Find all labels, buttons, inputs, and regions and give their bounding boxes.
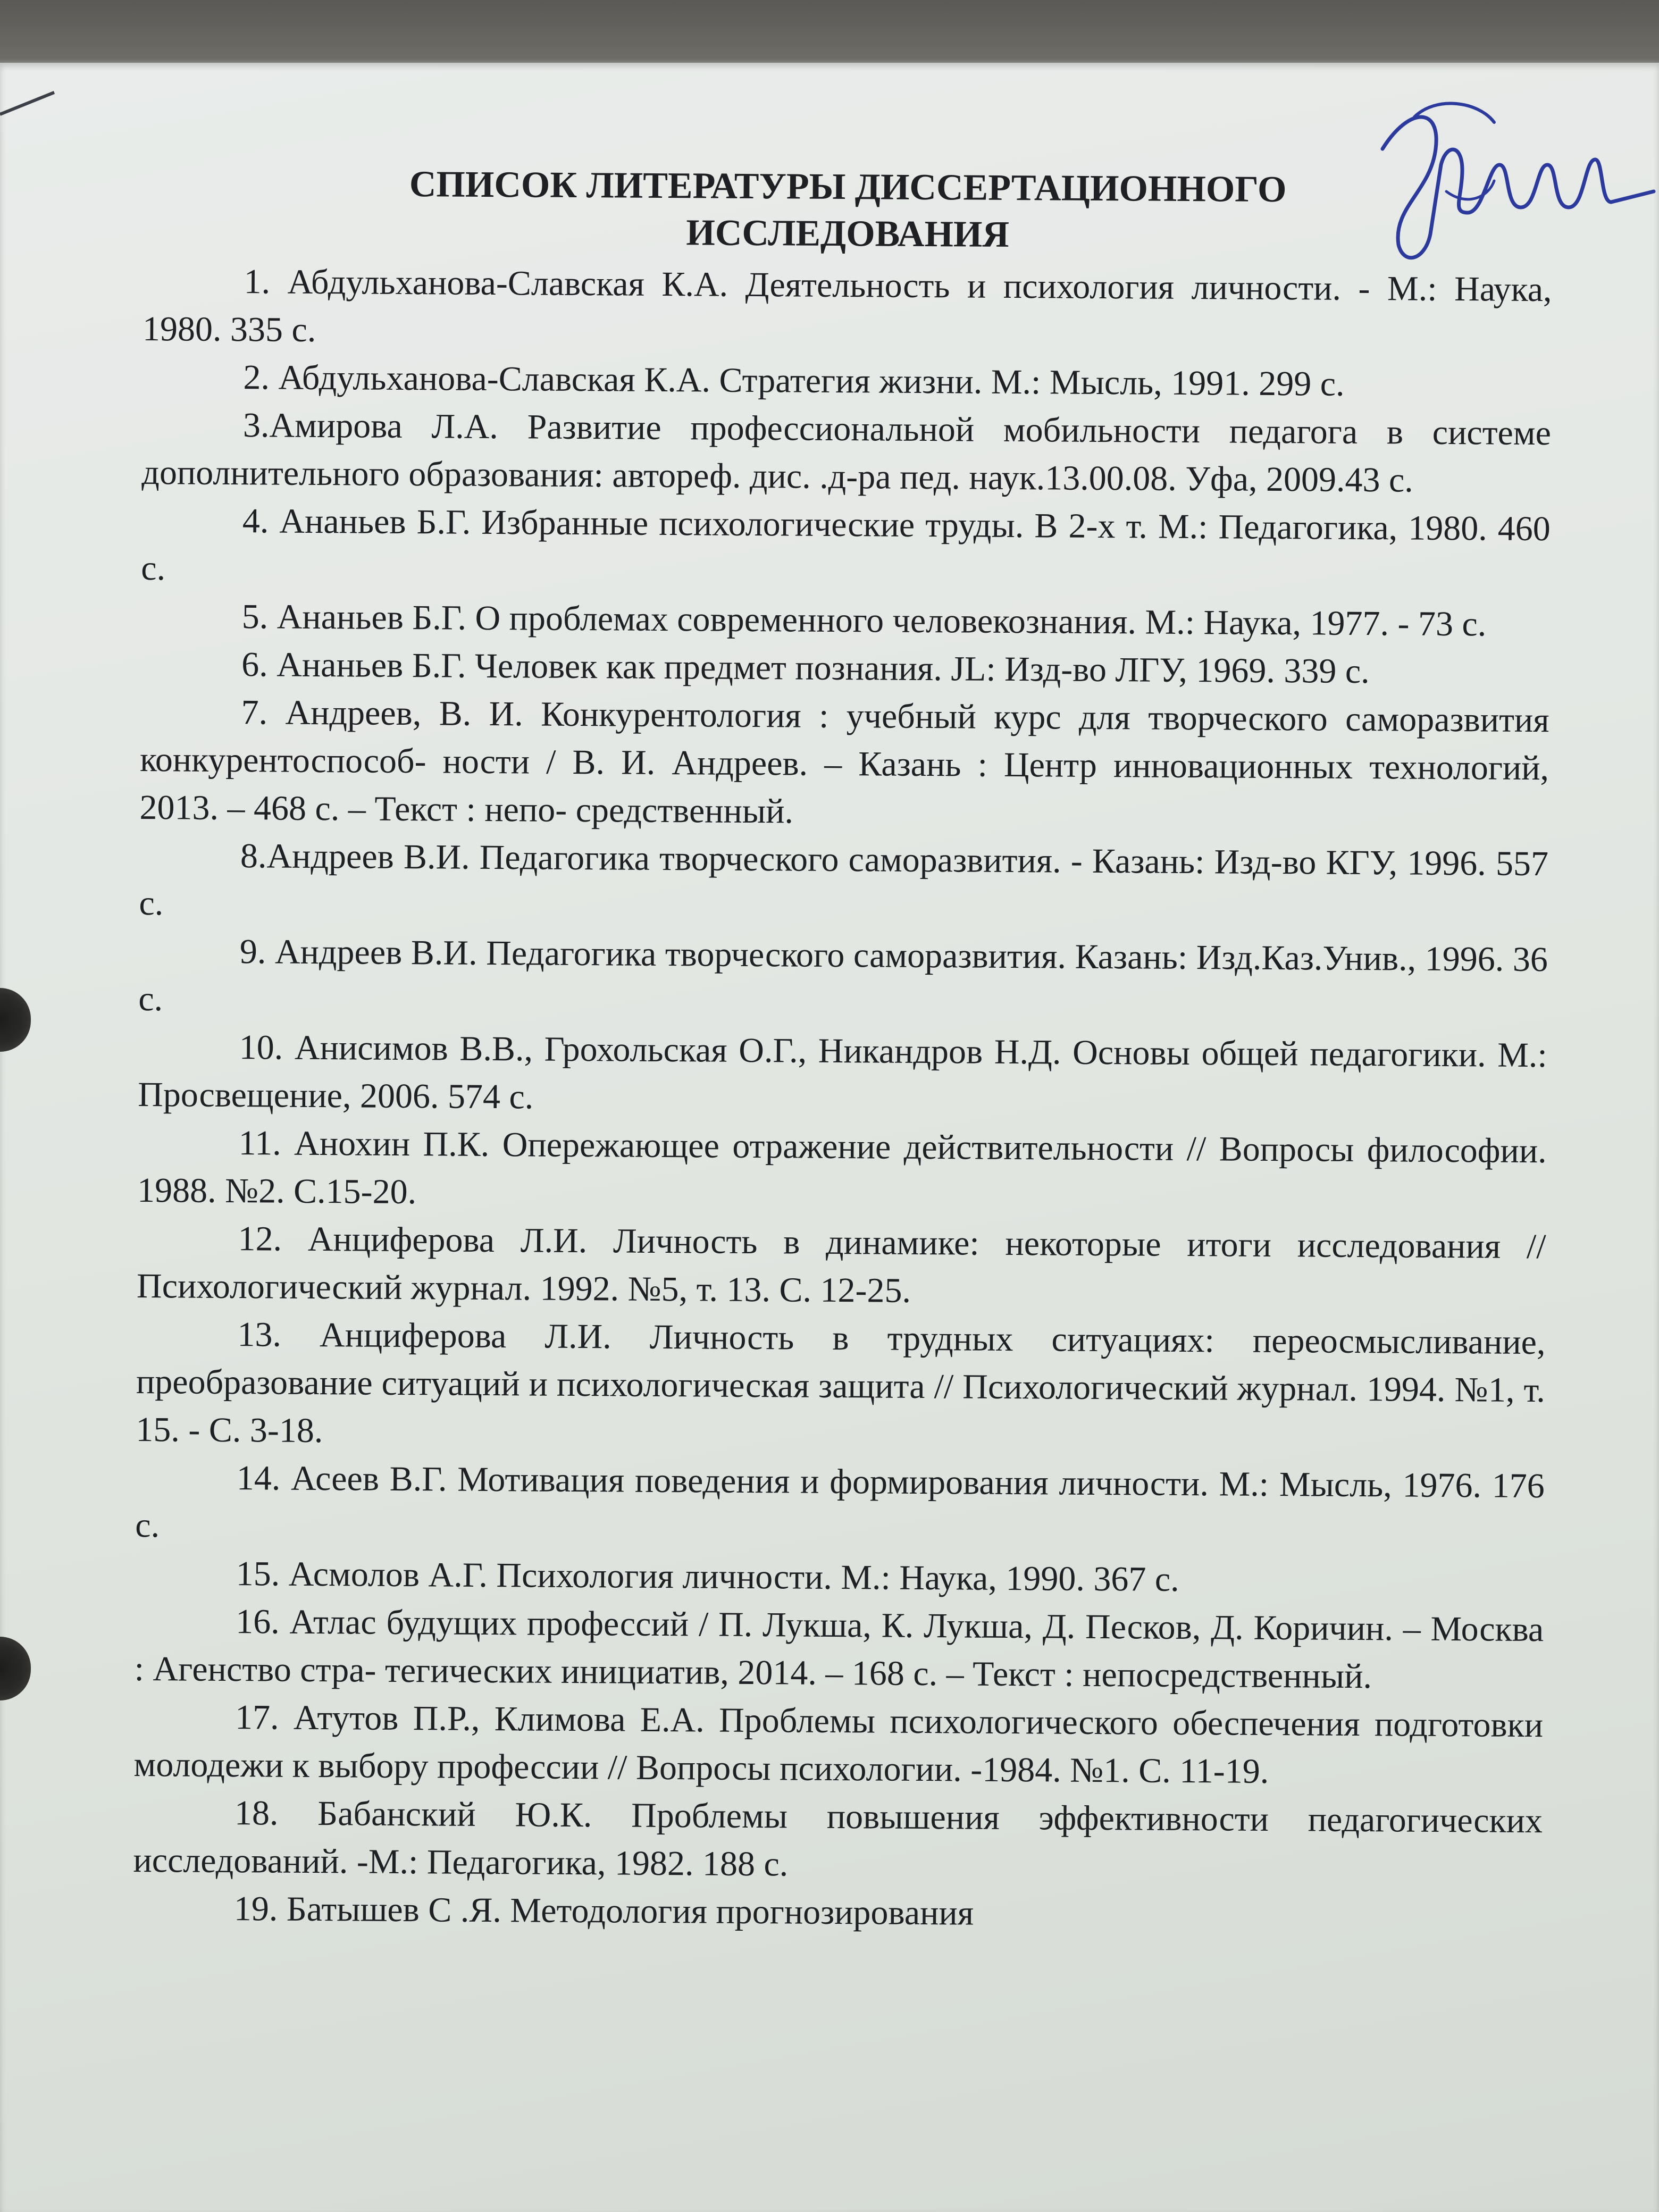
reference-entry: 2. Абдульханова-Славская К.А. Стратегия жизни. М.: Мысль, 1991. 299 с.: [243, 358, 1345, 404]
punch-hole-top: [0, 988, 31, 1052]
reference-entry: 16. Атлас будущих профессий / П. Лукша, К. Лукша, Д. Песков, Д. Коричин. – Москва : Агенство стра- тегических инициатив, 2014. – 168 с. – Текст : непосредственный.: [134, 1602, 1544, 1696]
reference-entry: 11. Анохин П.К. Опережающее отражение действительности // Вопросы философии. 1988. №2. С.15-20.: [137, 1124, 1547, 1212]
reference-entry: 9. Андреев В.И. Педагогика творческого саморазвития. Казань: Изд.Каз.Унив., 1996. 36 с.: [138, 932, 1548, 1019]
page-title: [143, 160, 1553, 262]
title-line-1: СПИСОК ЛИТЕРАТУРЫ ДИССЕРТАЦИОННОГО: [409, 164, 1287, 211]
reference-entry: 10. Анисимов В.В., Грохольская О.Г., Никандров Н.Д. Основы общей педагогики. М.: Просвещение, 2006. 574 с.: [138, 1028, 1547, 1117]
title-line-2: ИССЛЕДОВАНИЯ: [686, 212, 1010, 255]
reference-entry: 17. Атутов П.Р., Климова Е.А. Проблемы психологического обеспечения подготовки молодежи к выбору профессии // Вопросы психологии. -1984. №1. С. 11-19.: [133, 1698, 1544, 1791]
reference-entry: 6. Ананьев Б.Г. Человек как предмет познания. JL: Изд-во ЛГУ, 1969. 339 с.: [241, 645, 1370, 691]
reference-entry: 13. Анциферова Л.И. Личность в трудных ситуациях: переосмысливание, преобразование ситуаций и психологическая защита // Психологический журнал. 1994. №1, т. 15. - С. 3-18.: [136, 1315, 1546, 1451]
reference-entry: 8.Андреев В.И. Педагогика творческого саморазвития. - Казань: Изд-во КГУ, 1996. 557 с.: [139, 836, 1549, 923]
reference-entry: 14. Асеев В.Г. Мотивация поведения и формирования личности. М.: Мысль, 1976. 176 с.: [135, 1459, 1545, 1545]
reference-entry: 19. Батышев С .Я. Методология прогнозирования: [233, 1889, 974, 1933]
reference-entry: 5. Ананьев Б.Г. О проблемах современного человекознания. М.: Наука, 1977. - 73 с.: [241, 597, 1487, 644]
punch-hole-bottom: [0, 1637, 31, 1700]
reference-entry: 7. Андреев, В. И. Конкурентология : учебный курс для творческого саморазвития конкурентоспособ- ности / В. И. Андреев. – Казань : Центр инновационных технологий, 2013. – 468 с. – Текст : непо- средственный.: [139, 693, 1549, 831]
reference-entry: 4. Ананьев Б.Г. Избранные психологические труды. В 2-х т. М.: Педагогика, 1980. 460 с.: [141, 501, 1551, 588]
reference-entry: 3.Амирова Л.А. Развитие профессиональной мобильности педагога в системе дополнительного образования: автореф. дис. .д-ра пед. наук.13.00.08. Уфа, 2009.43 с.: [141, 406, 1552, 500]
reference-entry: 12. Анциферова Л.И. Личность в динамике: некоторые итоги исследования // Психологический журнал. 1992. №5, т. 13. С. 12-25.: [136, 1219, 1546, 1310]
reference-entry: 18. Бабанский Ю.К. Проблемы повышения эффективности педагогических исследований. -М.: Педагогика, 1982. 188 с.: [133, 1794, 1543, 1884]
reference-entry: 1. Абдульханова-Славская К.А. Деятельность и психология личности. - М.: Наука, 1980. 335 с.: [142, 262, 1552, 349]
bibliography: [133, 160, 1553, 1941]
reference-entry: 15. Асмолов А.Г. Психология личности. М.: Наука, 1990. 367 с.: [236, 1554, 1179, 1599]
